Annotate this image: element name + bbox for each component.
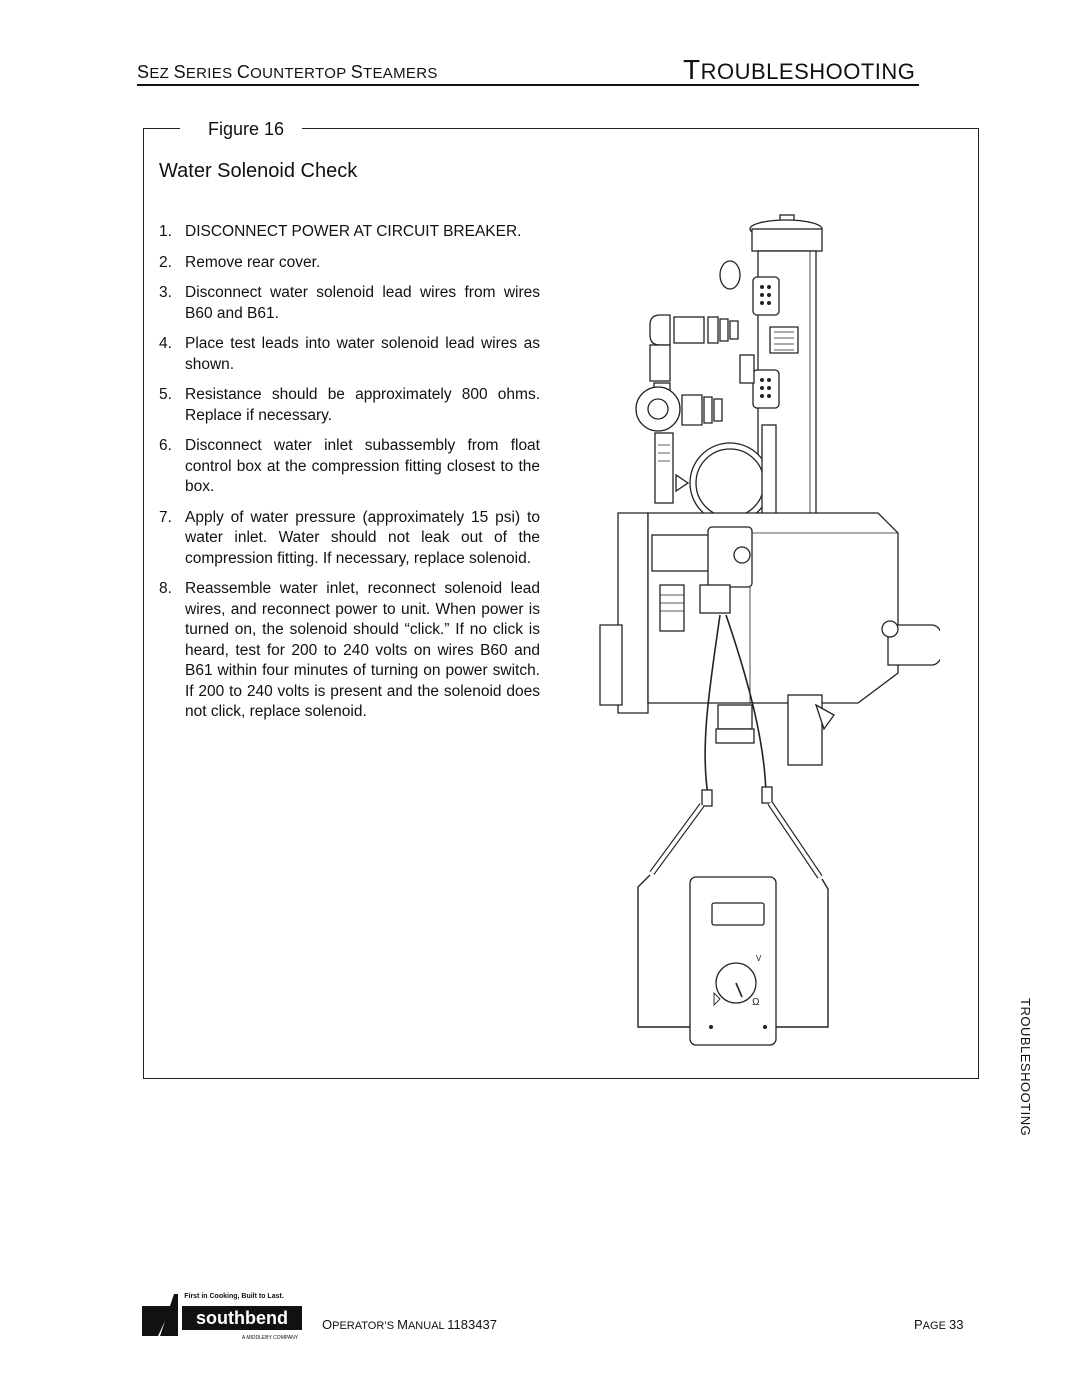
figure-label: Figure 16 [208, 119, 285, 139]
footer-page-number: PAGE 33 [914, 1317, 964, 1332]
float-control-box [600, 513, 940, 765]
step-text: Disconnect water inlet subassembly from float control box at the compression fitting closest to the box. [185, 437, 540, 495]
step-number: 6. [159, 437, 172, 454]
series-title: SEZ SERIES COUNTERTOP STEAMERS [137, 62, 438, 82]
section-title: TROUBLESHOOTING [683, 54, 916, 85]
side-tab-label: TROUBLESHOOTING [1018, 998, 1033, 1137]
step-text: DISCONNECT POWER AT CIRCUIT BREAKER. [185, 223, 522, 240]
logo-tagline: First in Cooking, Built to Last. [184, 1293, 284, 1300]
logo-brand: southbend [196, 1308, 288, 1328]
footer-manual-title: OPERATOR’S MANUAL 1183437 [322, 1317, 497, 1332]
solenoid-assembly-illustration [590, 205, 940, 1055]
step-number: 2. [159, 253, 172, 271]
step-item [159, 334, 540, 375]
step-text: Apply of water pressure (approximately 15 psi) to water inlet. Water should not leak out of the compression fitting. If necessary, replace solenoid. [185, 508, 540, 567]
step-number: 3. [159, 284, 172, 301]
step-item [159, 253, 540, 274]
step-number: 5. [159, 386, 172, 403]
step-text: Disconnect water solenoid lead wires from wires B60 and B61. [185, 284, 540, 322]
step-item [159, 579, 540, 723]
step-number: 7. [159, 508, 172, 526]
side-tab [1018, 998, 1048, 1158]
figure-title: Water Solenoid Check [159, 160, 358, 182]
multimeter [690, 877, 776, 1045]
inlet-piping [636, 315, 776, 525]
southbend-logo [140, 1284, 320, 1342]
step-item [159, 385, 540, 426]
step-text: Resistance should be approximately 800 ohms. Replace if necessary. [185, 386, 540, 424]
step-text: Place test leads into water solenoid lead wires as shown. [185, 335, 540, 373]
step-item [159, 222, 540, 243]
step-text: Reassemble water inlet, reconnect solenoid lead wires, and reconnect power to unit. When power is turned on, the solenoid should “click.” If no click is heard, test for 200 to 240 volts on wires B60 and B61 within four minutes of turning on power switch. If 200 to 240 volts is present and the solenoid does not click, replace solenoid. [185, 580, 540, 720]
step-item [159, 508, 540, 570]
header-rule [137, 84, 919, 86]
step-number: 4. [159, 335, 172, 352]
step-number: 8. [159, 580, 172, 597]
meter-dial-label-ohm: Ω [752, 997, 760, 1008]
step-number: 1. [159, 223, 172, 240]
steps-list [159, 222, 540, 733]
step-text: Remove rear cover. [185, 253, 321, 271]
step-item [159, 436, 540, 498]
logo-company: A MIDDLEBY COMPANY [241, 1335, 299, 1341]
meter-dial-label-v: V [756, 954, 762, 963]
step-item [159, 283, 540, 324]
